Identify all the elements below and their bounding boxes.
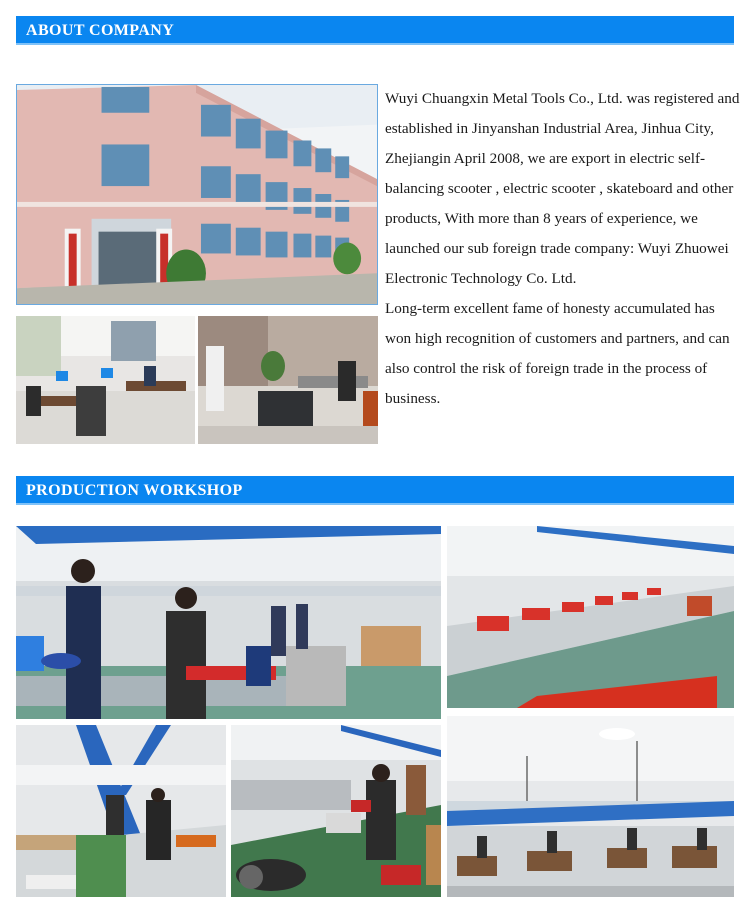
production-workshop-title: PRODUCTION WORKSHOP [26,482,243,499]
production-workshop-header [16,476,734,505]
about-company-text [385,84,740,414]
assembly-line-workers-photo [16,526,441,719]
assembly-corridor-photo [16,725,226,897]
office-workers-photo [16,316,195,444]
hoverboard-assembly-photo [231,725,441,897]
office-desk-photo [198,316,378,444]
workshop-hall-photo [447,716,734,897]
about-company-header [16,16,734,45]
about-paragraph-1: Wuyi Chuangxin Metal Tools Co., Ltd. was registered and established in Jinyanshan Industrial Area, Jinhua City, Zhejiangin April 2008, we are export in electric self-balancing scooter , electric scooter , skateboard and other products, With more than 8 years of experience, we launched our sub foreign trade company: Wuyi Zhuowei Electronic Technology Co. Ltd. [385,90,740,287]
empty-assembly-line-photo [447,526,734,708]
about-company-title: ABOUT COMPANY [26,22,175,39]
office-building-photo [16,84,378,305]
about-paragraph-2: Long-term excellent fame of honesty accumulated has won high recognition of customers and partners, and can also control the risk of foreign trade in the process of business. [385,300,730,407]
